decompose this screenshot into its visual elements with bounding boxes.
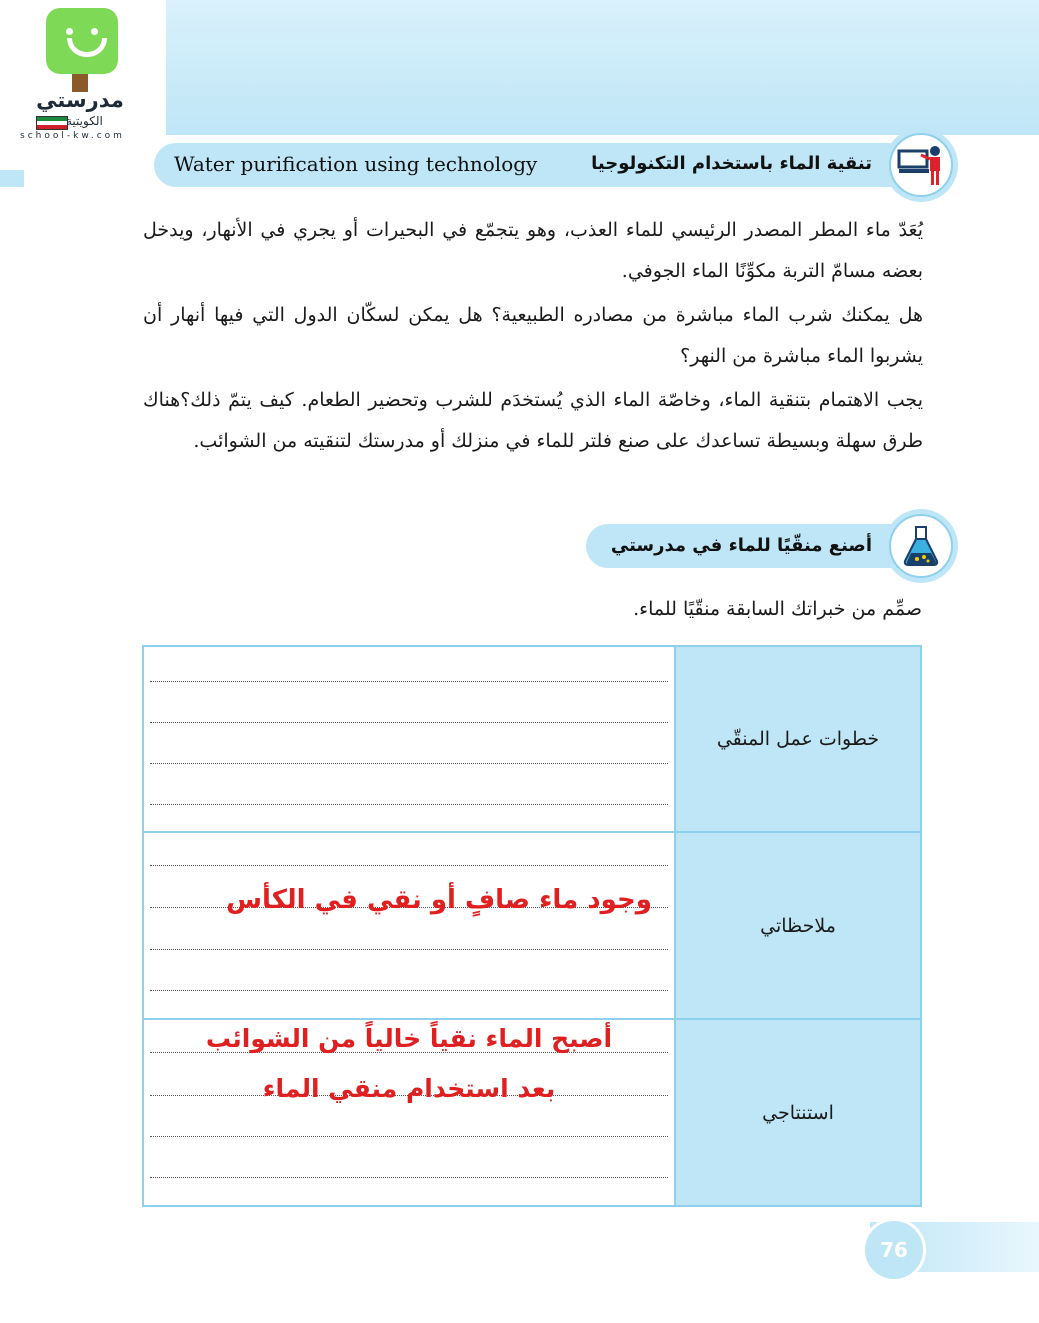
observations-label: ملاحظاتي [675,832,921,1019]
conclusion-label: استنتاجي [675,1019,921,1206]
logo-title: مدرستي [36,88,124,112]
table-row [143,646,921,832]
conclusion-answer-line-2: بعد استخدام منقي الماء [262,1074,556,1103]
section1-title-en: Water purification using technology [174,152,538,176]
conclusion-answer-cell[interactable] [143,1019,675,1206]
section1-title-ar: تنقية الماء باستخدام التكنولوجيا [591,153,872,174]
teacher-whiteboard-icon [889,133,953,197]
table-row [143,832,921,1019]
paragraph-1: يُعَدّ ماء المطر المصدر الرئيسي للماء العذب، وهو يتجمّع في البحيرات أو يجري في الأنهار، ويدخل بعضه مسامّ التربة مكوِّنًا الماء الجوفي. [143,219,923,282]
table-row [143,1019,921,1206]
flask-icon [889,514,953,578]
page-number: 76 [862,1218,926,1282]
paragraph-3: يجب الاهتمام بتنقية الماء، وخاصّة الماء الذي يُستخدَم للشرب وتحضير الطعام. كيف يتمّ ذلك؟هناك طرق سهلة وبسيطة تساعدك على صنع فلتر للماء في منزلك أو مدرستك لتنقيته من الشوائب. [143,389,923,452]
logo-face-icon [46,8,118,74]
filter-worksheet-table [142,645,922,1207]
section2-icon-holder [884,509,958,583]
steps-label: خطوات عمل المنقّي [675,646,921,832]
logo-subtitle: الكويتية [66,114,103,128]
site-logo[interactable] [0,0,166,170]
section1-icon-holder [884,128,958,202]
kuwait-flag-icon [36,116,68,130]
conclusion-answer-line-1: أصبح الماء نقياً خالياً من الشوائب [205,1024,613,1053]
paragraph-2: هل يمكنك شرب الماء مباشرة من مصادره الطبيعية؟ هل يمكن لسكّان الدول التي فيها أنهار أن يشربوا الماء مباشرة من النهر؟ [143,304,923,367]
logo-url: school-kw.com [20,131,125,141]
observations-answer: وجود ماء صافٍ أو نقي في الكأس [226,885,652,915]
section2-title: أصنع منقّيًا للماء في مدرستي [610,535,872,556]
intro-text [143,210,923,462]
instruction: صمِّم من خبراتك السابقة منقّيًا للماء. [633,598,922,620]
steps-answer-cell[interactable] [143,646,675,832]
observations-answer-cell[interactable] [143,832,675,1019]
